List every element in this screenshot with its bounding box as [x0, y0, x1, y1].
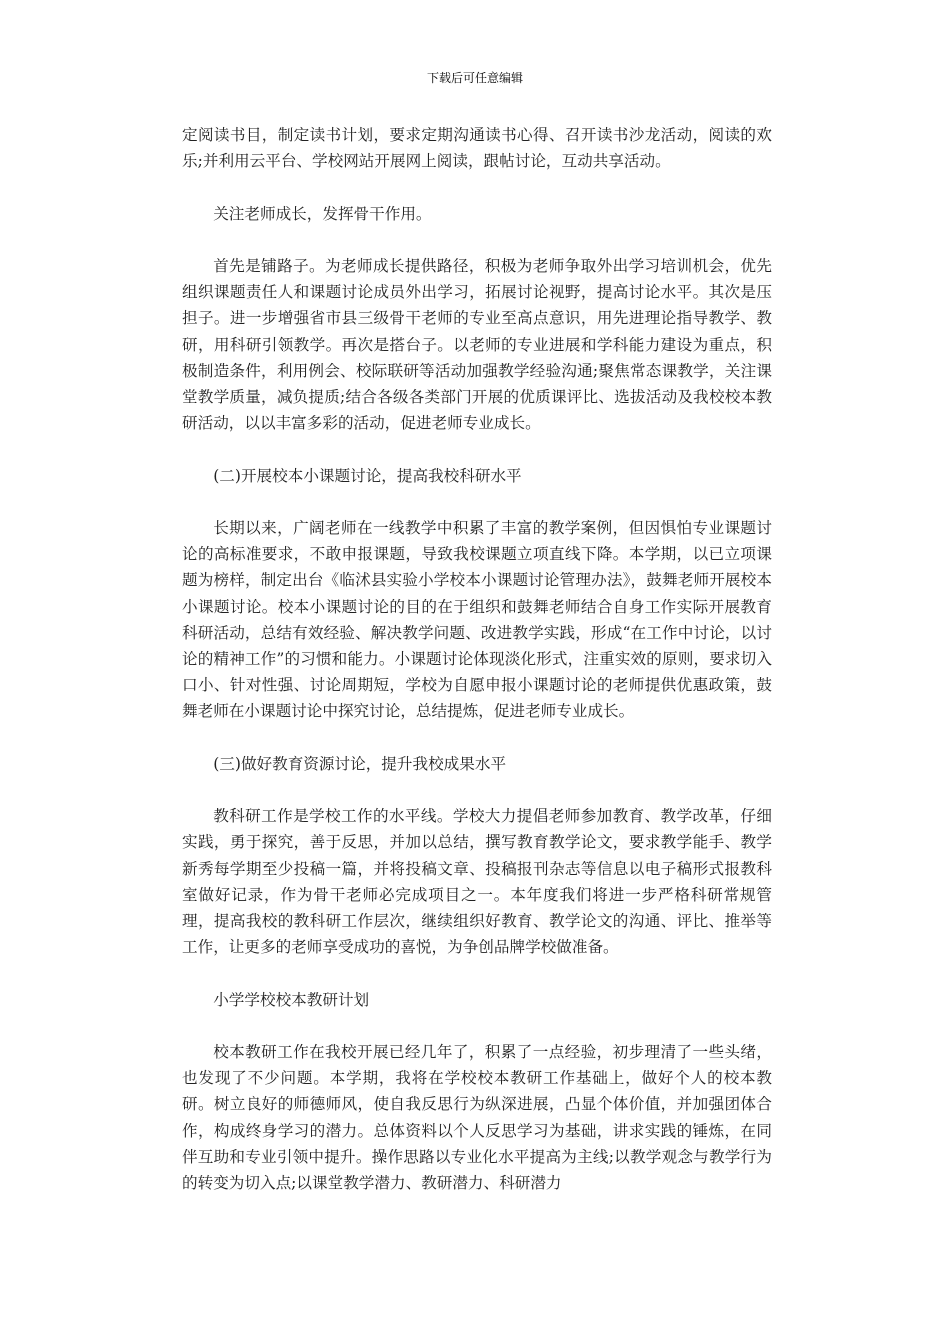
document-body: [182, 122, 772, 1222]
paragraph-continuation: 定阅读书目，制定读书计划，要求定期沟通读书心得、召开读书沙龙活动，阅读的欢乐;并利用云平台、学校网站开展网上阅读，跟帖讨论，互动共享活动。: [182, 126, 772, 171]
heading-teaching-plan: 小学学校校本教研计划: [213, 990, 370, 1009]
heading-teacher-growth: 关注老师成长，发挥骨干作用。: [213, 204, 432, 223]
paragraph-section-2: 长期以来，广阔老师在一线教学中积累了丰富的教学案例，但因惧怕专业课题讨论的高标准要求，不敢申报课题，导致我校课题立项直线下降。本学期，以已立项课题为榜样，制定出台《临沭县实验小学校本小课题讨论管理办法》，鼓舞老师开展校本小课题讨论。校本小课题讨论的目的在于组织和鼓舞老师结合自身工作实际开展教育科研活动，总结有效经验、解决教学问题、改进教学实践，形成“在工作中讨论，以讨论的精神工作”的习惯和能力。小课题讨论体现淡化形式，注重实效的原则，要求切入口小、针对性强、讨论周期短，学校为自愿申报小课题讨论的老师提供优惠政策，鼓舞老师在小课题讨论中探究讨论，总结提炼，促进老师专业成长。: [182, 518, 772, 721]
paragraph-teaching-plan: 校本教研工作在我校开展已经几年了，积累了一点经验，初步理清了一些头绪，也发现了不少问题。本学期，我将在学校校本教研工作基础上，做好个人的校本教研。树立良好的师德师风，使自我反思行为纵深进展，凸显个体价值，并加强团体合作，构成终身学习的潜力。总体资料以个人反思学习为基础，讲求实践的锤炼，在同伴互助和专业引领中提升。操作思路以专业化水平提高为主线;以教学观念与教学行为的转变为切入点;以课堂教学潜力、教研潜力、科研潜力: [182, 1042, 772, 1192]
heading-section-3: (三)做好教育资源讨论，提升我校成果水平: [213, 754, 507, 773]
heading-section-2: (二)开展校本小课题讨论，提高我校科研水平: [213, 466, 522, 485]
paragraph-section-3: 教科研工作是学校工作的水平线。学校大力提倡老师参加教育、教学改革，仔细实践，勇于探究，善于反思，并加以总结，撰写教育教学论文，要求教学能手、教学新秀每学期至少投稿一篇，并将投稿文章、投稿报刊杂志等信息以电子稿形式报教科室做好记录，作为骨干老师必完成项目之一。本年度我们将进一步严格科研常规管理，提高我校的教科研工作层次，继续组织好教育、教学论文的沟通、评比、推举等工作，让更多的老师享受成功的喜悦，为争创品牌学校做准备。: [182, 807, 772, 957]
page-header: 下载后可任意编辑: [426, 71, 523, 85]
paragraph-teacher-growth: 首先是铺路子。为老师成长提供路径，积极为老师争取外出学习培训机会，优先组织课题责任人和课题讨论成员外出学习，拓展讨论视野，提高讨论水平。其次是压担子。进一步增强省市县三级骨干老师的专业至高点意识，用先进理论指导教学、教研，用科研引领教学。再次是搭台子。以老师的专业进展和学科能力建设为重点，积极制造条件，利用例会、校际联研等活动加强教学经验沟通;聚焦常态课教学，关注课堂教学质量，减负提质;结合各级各类部门开展的优质课评比、选拔活动及我校校本教研活动，以以丰富多彩的活动，促进老师专业成长。: [182, 256, 772, 433]
